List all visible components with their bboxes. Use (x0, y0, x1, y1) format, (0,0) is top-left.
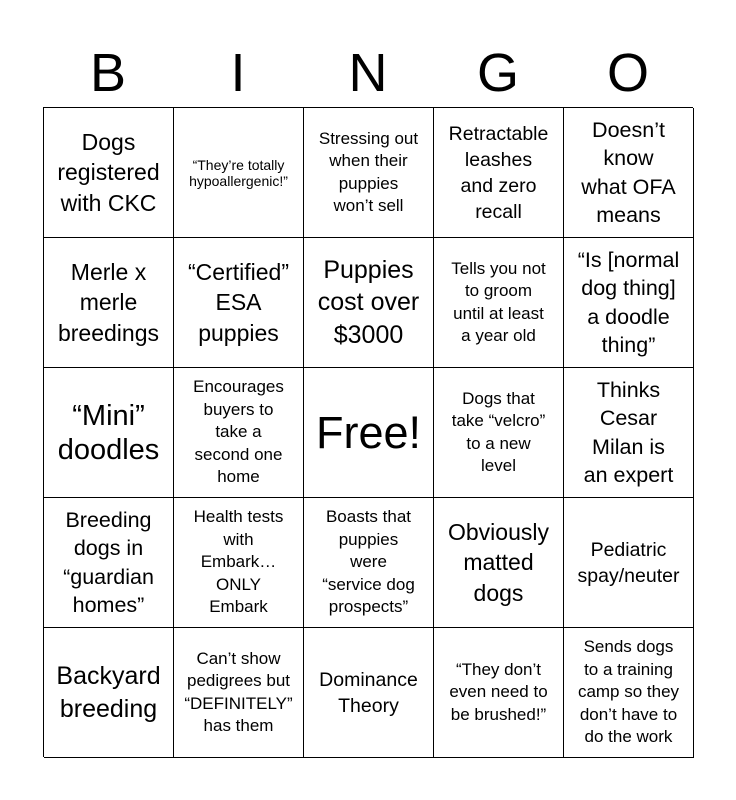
bingo-cell-r3-c4[interactable] (434, 368, 564, 498)
bingo-cell-r2-c4[interactable] (434, 238, 564, 368)
bingo-free-space[interactable] (304, 368, 434, 498)
cell-text: Puppies cost over $3000 (317, 255, 420, 349)
cell-text: “They don’t even need to be brushed!” (449, 659, 548, 724)
bingo-cell-r5-c2[interactable] (174, 628, 304, 758)
bingo-cell-r5-c4[interactable] (434, 628, 564, 758)
bingo-cell-r3-c2[interactable] (174, 368, 304, 498)
header-letter-g: G (476, 43, 519, 103)
cell-text: Dominance Theory (319, 668, 418, 717)
cell-text: Encourages buyers to take a second one home (193, 377, 284, 487)
cell-text: Stressing out when their puppies won’t sell (318, 128, 419, 215)
cell-text: Boasts that puppies were “service dog prospects” (322, 507, 415, 617)
cell-text: Obviously matted dogs (448, 518, 549, 606)
bingo-cell-r1-c5[interactable] (564, 108, 694, 238)
header-letter-o: O (606, 43, 649, 103)
free-space-label: Free! (315, 406, 422, 458)
bingo-cell-r3-c1[interactable] (44, 368, 174, 498)
cell-text: Dogs that take “velcro” to a new level (451, 388, 546, 475)
cell-text: “Certified” ESA puppies (188, 258, 289, 346)
bingo-cell-r4-c2[interactable] (174, 498, 304, 628)
cell-text: “Is [normal dog thing] a doodle thing” (577, 247, 680, 357)
bingo-cell-r4-c4[interactable] (434, 498, 564, 628)
bingo-cell-r1-c1[interactable] (44, 108, 174, 238)
bingo-cell-r4-c3[interactable] (304, 498, 434, 628)
cell-text: Sends dogs to a training camp so they don’t have to do the work (577, 637, 680, 747)
bingo-cell-r4-c1[interactable] (44, 498, 174, 628)
bingo-cell-r2-c3[interactable] (304, 238, 434, 368)
bingo-cell-r2-c2[interactable] (174, 238, 304, 368)
cell-text: “They’re totally hypoallergenic!” (189, 156, 288, 189)
bingo-cell-r5-c1[interactable] (44, 628, 174, 758)
cell-text: Doesn’t know what OFA means (581, 117, 676, 227)
cell-text: Thinks Cesar Milan is an expert (583, 377, 674, 487)
cell-text: Backyard breeding (56, 662, 161, 723)
header-letter-b: B (89, 43, 127, 103)
bingo-cell-r1-c3[interactable] (304, 108, 434, 238)
cell-text: Breeding dogs in “guardian homes” (63, 507, 154, 617)
bingo-cell-r3-c5[interactable] (564, 368, 694, 498)
cell-text: Pediatric spay/neuter (577, 538, 680, 587)
cell-text: Dogs registered with CKC (57, 128, 160, 216)
cell-text: Can’t show pedigrees but “DEFINITELY” has them (184, 648, 293, 735)
cell-text: “Mini” doodles (57, 399, 160, 466)
cell-text: Health tests with Embark… ONLY Embark (193, 507, 284, 617)
bingo-board (43, 107, 693, 757)
bingo-cell-r1-c4[interactable] (434, 108, 564, 238)
bingo-cell-r1-c2[interactable] (174, 108, 304, 238)
bingo-cell-r2-c1[interactable] (44, 238, 174, 368)
cell-text: Retractable leashes and zero recall (448, 122, 549, 223)
cell-text: Tells you not to groom until at least a year old (451, 258, 546, 345)
cell-text: Merle x merle breedings (57, 258, 160, 346)
bingo-cell-r5-c3[interactable] (304, 628, 434, 758)
bingo-cell-r5-c5[interactable] (564, 628, 694, 758)
bingo-cell-r4-c5[interactable] (564, 498, 694, 628)
bingo-header (43, 42, 693, 104)
header-letter-i: I (230, 43, 246, 103)
header-letter-n: N (348, 43, 388, 103)
bingo-cell-r2-c5[interactable] (564, 238, 694, 368)
